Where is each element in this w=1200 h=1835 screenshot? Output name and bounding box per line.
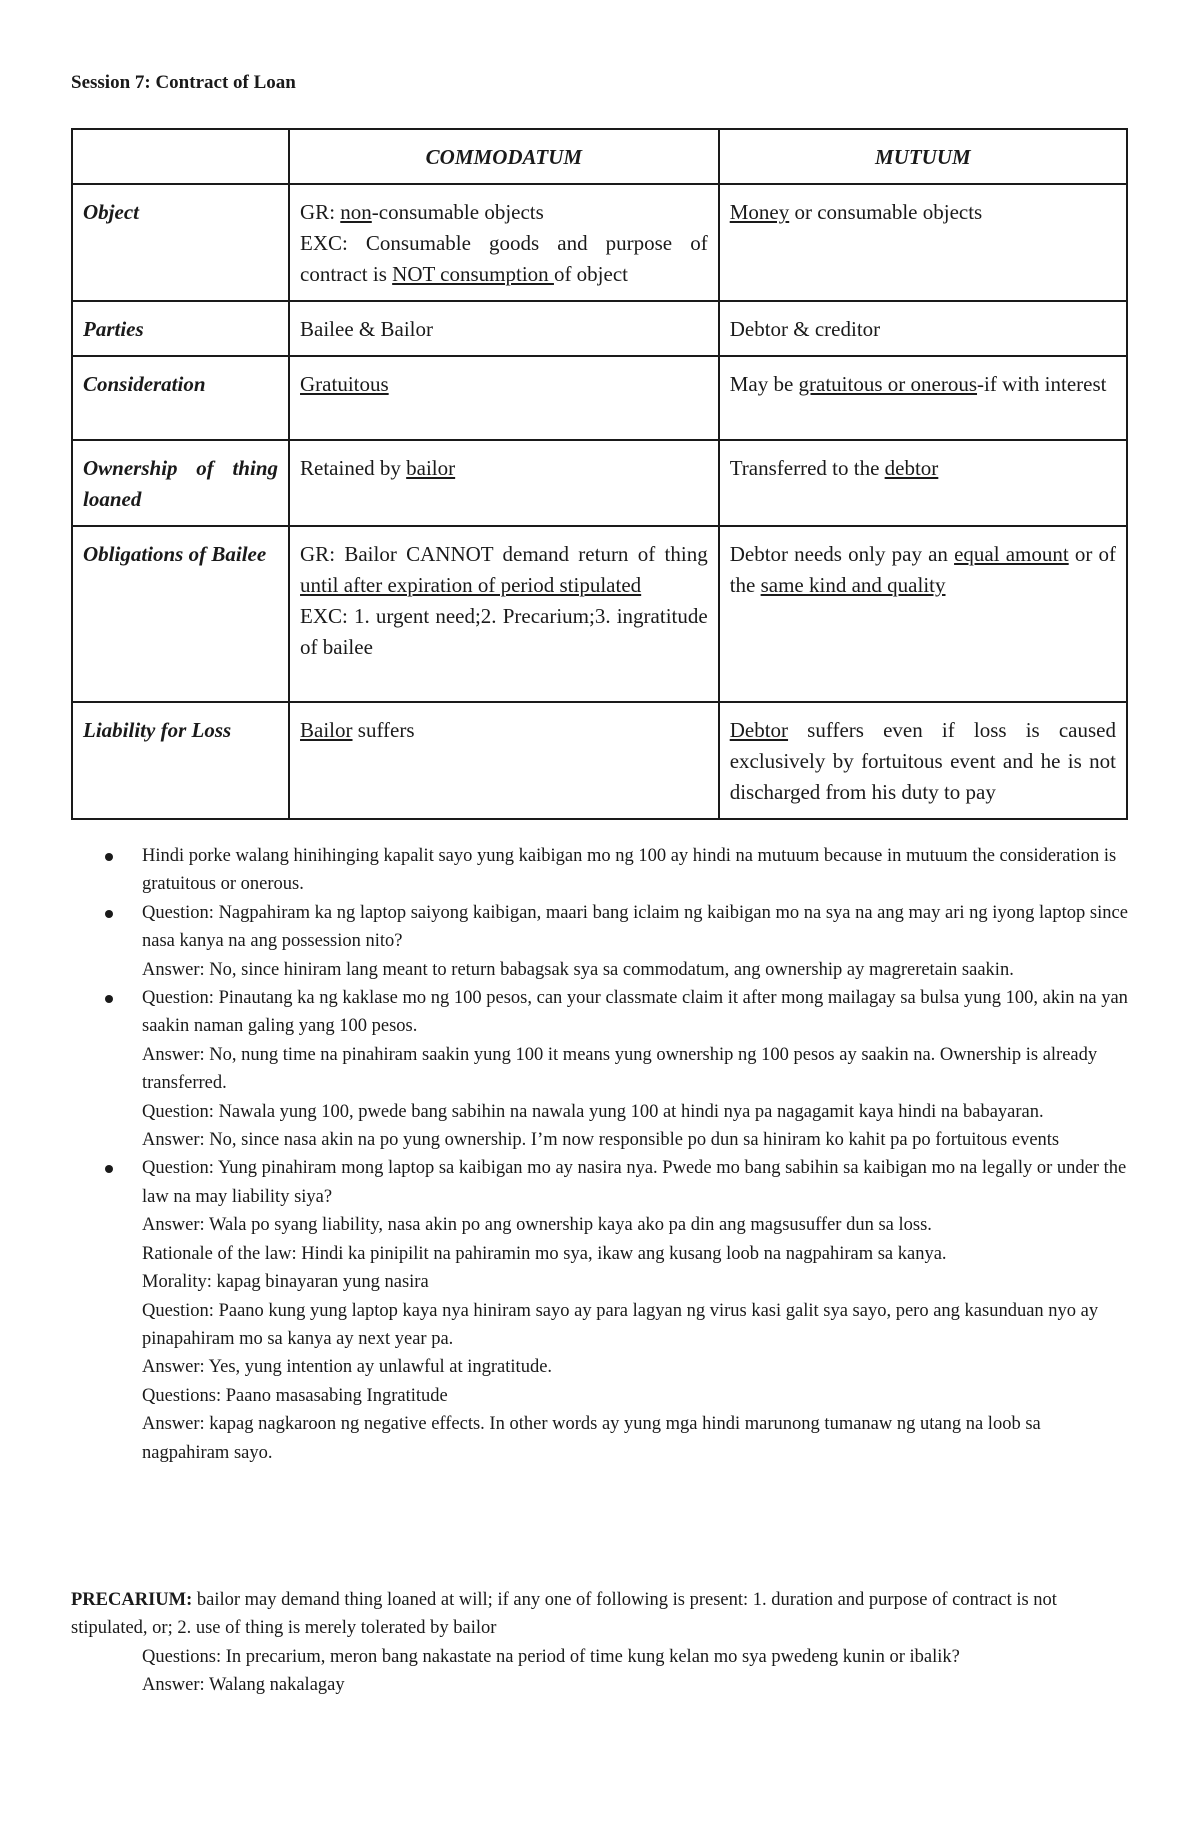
header-cell-empty: [72, 129, 289, 184]
row-label: Obligations of Bailee: [72, 526, 289, 702]
commodatum-cell: Bailor suffers: [289, 702, 719, 819]
commodatum-cell: Retained by bailor: [289, 440, 719, 526]
cell-line: EXC: 1. urgent need;2. Precarium;3. ingratitude of bailee: [300, 604, 708, 659]
table-row: [72, 184, 1127, 301]
row-label: Consideration: [72, 356, 289, 440]
mutuum-cell: May be gratuitous or onerous-if with interest: [719, 356, 1127, 440]
mutuum-cell: Transferred to the debtor: [719, 440, 1127, 526]
mutuum-cell: Money or consumable objects: [719, 184, 1127, 301]
row-label: Ownership of thing loaned: [72, 440, 289, 526]
table-header-row: [72, 129, 1127, 184]
cell-line: GR: non-consumable objects: [300, 200, 544, 224]
bullet-icon: [105, 995, 113, 1003]
list-item: [96, 1154, 1132, 1466]
bullet-icon: [105, 853, 113, 861]
note-paragraph: Answer: No, since nasa akin na po yung ownership. I’m now responsible po dun sa hiniram ko kahit pa po fortuitous events: [142, 1130, 1060, 1151]
note-paragraph: Questions: Paano masasabing Ingratitude: [142, 1385, 448, 1406]
list-item: [96, 984, 1132, 1154]
loan-comparison-table: [71, 128, 1128, 820]
list-item: [96, 842, 1132, 899]
table-row: [72, 526, 1127, 702]
note-paragraph: Question: Yung pinahiram mong laptop sa kaibigan mo ay nasira nya. Pwede mo bang sabihin sa kaibigan mo na legally or under the law na may liability siya?: [142, 1158, 1127, 1207]
list-item: [96, 899, 1132, 984]
bullet-icon: [105, 1165, 113, 1173]
row-label: Liability for Loss: [72, 702, 289, 819]
page-title: Session 7: Contract of Loan: [71, 72, 296, 93]
table-row: [72, 440, 1127, 526]
note-paragraph: Answer: Wala po syang liability, nasa akin po ang ownership kaya ako pa din ang magsusuffer dun sa loss.: [142, 1215, 932, 1236]
note-paragraph: Question: Nawala yung 100, pwede bang sabihin na nawala yung 100 at hindi nya pa nagagamit kaya hindi na babayaran.: [142, 1101, 1044, 1122]
precarium-definition: PRECARIUM: bailor may demand thing loaned at will; if any one of following is present: 1. duration and purpose of contract is not stipulated, or; 2. use of thing is merely tolerated by bailor: [71, 1590, 1057, 1639]
mutuum-cell: Debtor needs only pay an equal amount or of the same kind and quality: [719, 526, 1127, 702]
commodatum-cell: Gratuitous: [289, 356, 719, 440]
commodatum-cell: Bailee & Bailor: [289, 301, 719, 356]
table-row: [72, 301, 1127, 356]
mutuum-cell: Debtor suffers even if loss is caused exclusively by fortuitous event and he is not discharged from his duty to pay: [719, 702, 1127, 819]
cell-line: GR: Bailor CANNOT demand return of thing until after expiration of period stipulated: [300, 542, 708, 597]
row-label: Parties: [72, 301, 289, 356]
note-paragraph: Answer: No, since hiniram lang meant to return babagsak sya sa commodatum, ang ownership ay magreretain saakin.: [142, 959, 1014, 980]
row-label: Object: [72, 184, 289, 301]
note-paragraph: Answer: Yes, yung intention ay unlawful at ingratitude.: [142, 1357, 553, 1378]
note-paragraph: Question: Paano kung yung laptop kaya nya hiniram sayo ay para lagyan ng virus kasi galit sya sayo, pero ang kasunduan nyo ay pinapahiram mo sa kanya ay next year pa.: [142, 1300, 1099, 1349]
precarium-answer: Answer: Walang nakalagay: [142, 1675, 345, 1696]
commodatum-cell: [289, 526, 719, 702]
note-paragraph: Question: Pinautang ka ng kaklase mo ng 100 pesos, can your classmate claim it after mong mailagay sa bulsa yung 100, akin na yan saakin naman galing yang 100 pesos.: [142, 988, 1128, 1037]
precarium-question: Questions: In precarium, meron bang nakastate na period of time kung kelan mo sya pwedeng kunin or ibalik?: [142, 1646, 960, 1667]
notes-list: [96, 842, 1132, 1467]
note-paragraph: Question: Nagpahiram ka ng laptop saiyong kaibigan, maari bang iclaim ng kaibigan mo na sya na ang may ari ng iyong laptop since nasa kanya na ang possession nito?: [142, 902, 1128, 952]
cell-line: EXC: Consumable goods and purpose of contract is NOT consumption of object: [300, 231, 708, 286]
note-paragraph: Answer: kapag nagkaroon ng negative effects. In other words ay yung mga hindi marunong tumanaw ng utang na loob sa nagpahiram sayo.: [142, 1414, 1041, 1463]
header-cell-commodatum: COMMODATUM: [289, 129, 719, 184]
note-paragraph: Answer: No, nung time na pinahiram saakin yung 100 it means yung ownership ng 100 pesos ay saakin na. Ownership is already transferred.: [142, 1044, 1098, 1094]
note-paragraph: Morality: kapag binayaran yung nasira: [142, 1272, 429, 1293]
note-paragraph: Hindi porke walang hinihinging kapalit sayo yung kaibigan mo ng 100 ay hindi na mutuum because in mutuum the consideration is gratuitous or onerous.: [142, 846, 1117, 895]
precarium-heading: PRECARIUM:: [71, 1590, 193, 1610]
mutuum-cell: Debtor & creditor: [719, 301, 1127, 356]
header-cell-mutuum: MUTUUM: [719, 129, 1127, 184]
bullet-icon: [105, 910, 113, 918]
precarium-section: [71, 1586, 1132, 1700]
table-row: [72, 356, 1127, 440]
table-row: [72, 702, 1127, 819]
note-paragraph: Rationale of the law: Hindi ka pinipilit na pahiramin mo sya, ikaw ang kusang loob na nagpahiram sa kanya.: [142, 1243, 947, 1264]
commodatum-cell: [289, 184, 719, 301]
